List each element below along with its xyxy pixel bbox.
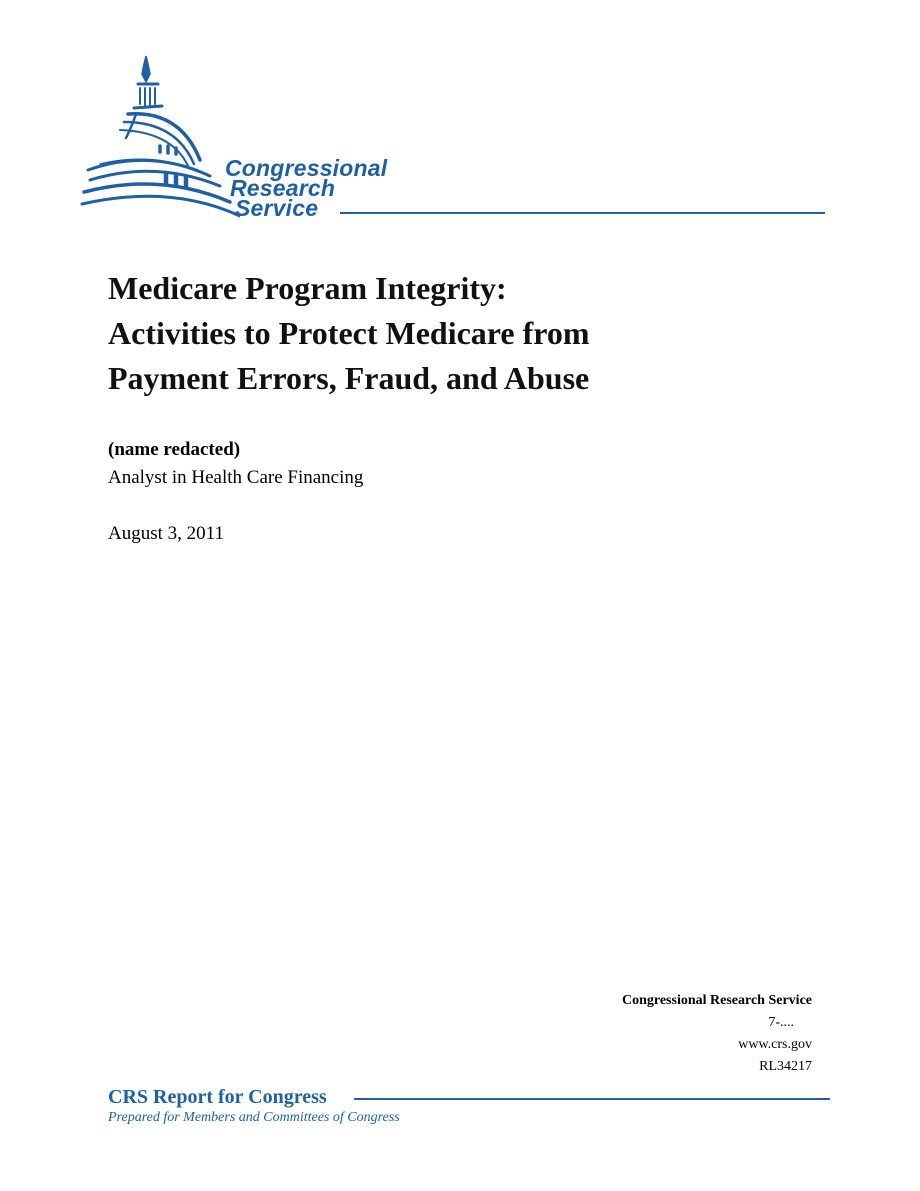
author-title: Analyst in Health Care Financing xyxy=(108,467,364,488)
footer-subtitle: Prepared for Members and Committees of Congress xyxy=(108,1110,400,1125)
publisher-org: Congressional Research Service xyxy=(621,993,812,1008)
publisher-website: www.crs.gov xyxy=(738,1037,812,1052)
logo-text-line1: Congressional xyxy=(225,155,388,181)
logo-rule xyxy=(340,212,825,214)
title-line-3: Payment Errors, Fraud, and Abuse xyxy=(108,360,590,396)
author-name: (name redacted) xyxy=(108,439,241,460)
logo-text-line3: Service xyxy=(235,195,319,221)
report-date: August 3, 2011 xyxy=(108,523,224,544)
publisher-info xyxy=(622,990,812,1078)
capitol-dome-icon xyxy=(80,52,240,227)
report-number: RL34217 xyxy=(759,1059,812,1074)
report-title xyxy=(108,266,808,401)
title-line-1: Medicare Program Integrity: xyxy=(108,270,507,306)
logo-text-line2: Research xyxy=(230,175,336,201)
footer-title: CRS Report for Congress xyxy=(108,1086,327,1108)
title-line-2: Activities to Protect Medicare from xyxy=(108,315,590,351)
crs-logo xyxy=(80,52,840,227)
publisher-code: 7-.... xyxy=(768,1015,794,1030)
footer-rule xyxy=(354,1098,830,1100)
